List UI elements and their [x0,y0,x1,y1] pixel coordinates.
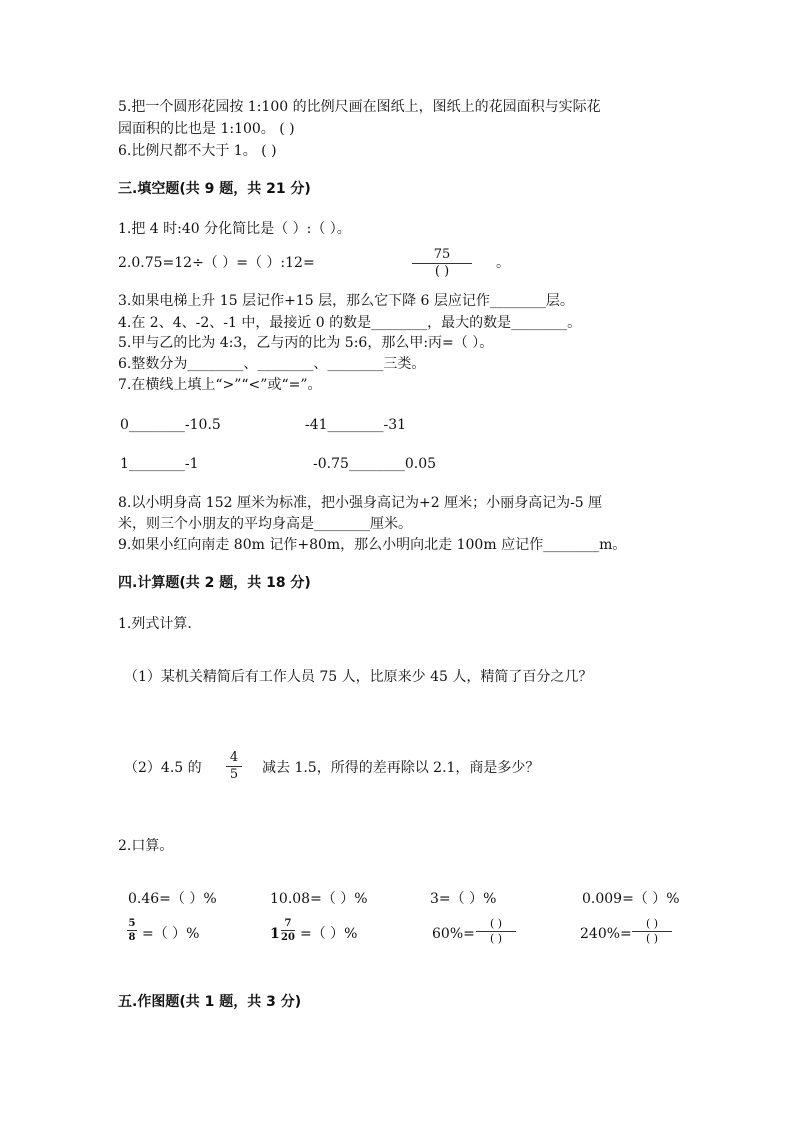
fraction-denominator: ( ) [489,932,503,945]
fraction-denominator: 20 [281,932,295,943]
calc-q2-title: 2.口算。 [118,838,174,854]
fill-q2-fraction [412,248,472,279]
calc-sub1: （1）某机关精简后有工作人员 75 人，比原来少 45 人，精简了百分之几？ [124,669,593,685]
fill-q6: 6.整数分为________、________、________三类。 [118,356,426,372]
fill-q7: 7.在横线上填上“>”“<”或“=”。 [118,377,322,393]
section-heading-draw: 五.作图题(共 1 题，共 3 分) [118,994,302,1010]
oral-item: 0.46=（ ）% [128,891,217,907]
compare-item: -0.75________0.05 [313,456,437,472]
fraction-numerator: ( ) [489,917,503,930]
fraction-numerator: 7 [284,918,292,929]
oral-blank-fraction [476,918,516,945]
oral-item: =（ ）% [300,926,358,942]
fill-q9: 9.如果小红向南走 80m 记作+80m，那么小明向北走 100m 应记作________m。 [118,537,627,553]
fraction-numerator: 75 [433,247,451,262]
fraction-denominator: ( ) [645,932,659,945]
compare-item: -41________-31 [305,417,407,433]
judge-q5-line2: 园面积的比也是 1:100。 ( ) [118,121,295,137]
fraction-denominator: ( ) [434,264,450,279]
fill-q8-line1: 8.以小明身高 152 厘米为标准，把小强身高记为+2 厘米；小丽身高记为-5 厘 [118,495,603,511]
fill-q8-line2: 米，则三个小朋友的平均身高是________厘米。 [118,516,412,532]
section-heading-fill: 三.填空题(共 9 题，共 21 分) [118,181,311,197]
fraction-numerator: ( ) [645,917,659,930]
calc-sub2-pre: （2）4.5 的 [124,760,202,776]
oral-fraction-5-8 [127,918,137,943]
fraction-bar [281,930,295,931]
calc-sub2-post: 减去 1.5，所得的差再除以 2.1，商是多少？ [262,760,540,776]
fill-q5: 5.甲与乙的比为 4:3，乙与丙的比为 5:6，那么甲:丙=（ ）。 [118,335,494,351]
fill-q2-end: 。 [496,255,510,271]
section-heading-calc: 四.计算题(共 2 题，共 18 分) [118,575,311,591]
calc-sub2-fraction [226,751,242,782]
fraction-denominator: 5 [229,767,239,782]
fraction-denominator: 8 [128,932,136,943]
fill-q3: 3.如果电梯上升 15 层记作+15 层，那么它下降 6 层应记作________层。 [118,293,574,309]
judge-q6: 6.比例尺都不大于 1。 ( ) [118,143,277,159]
fraction-numerator: 5 [128,918,136,929]
fraction-bar [127,930,137,931]
oral-item: 0.009=（ ）% [582,891,680,907]
calc-q1-title: 1.列式计算. [118,616,192,632]
oral-item: 3=（ ）% [430,891,497,907]
fraction-numerator: 4 [229,750,239,765]
fill-q2-text: 2.0.75=12÷（ ）=（ ）:12= [118,255,315,271]
oral-item: 60%= [432,926,475,942]
oral-item: 10.08=（ ）% [270,891,368,907]
oral-item: 240%= [580,926,632,942]
fill-q1: 1.把 4 时:40 分化简比是（ ）:（ ）。 [118,221,351,237]
fill-q4: 4.在 2、4、-2、-1 中，最接近 0 的数是________，最大的数是________。 [118,315,582,331]
oral-fraction-7-20 [281,918,295,943]
oral-item: =（ ）% [142,926,200,942]
oral-blank-fraction [632,918,672,945]
compare-item: 1________-1 [120,456,199,472]
compare-item: 0________-10.5 [120,417,221,433]
mixed-number-whole: 1 [270,926,280,942]
judge-q5-line1: 5.把一个圆形花园按 1:100 的比例尺画在图纸上，图纸上的花园面积与实际花 [118,99,601,115]
